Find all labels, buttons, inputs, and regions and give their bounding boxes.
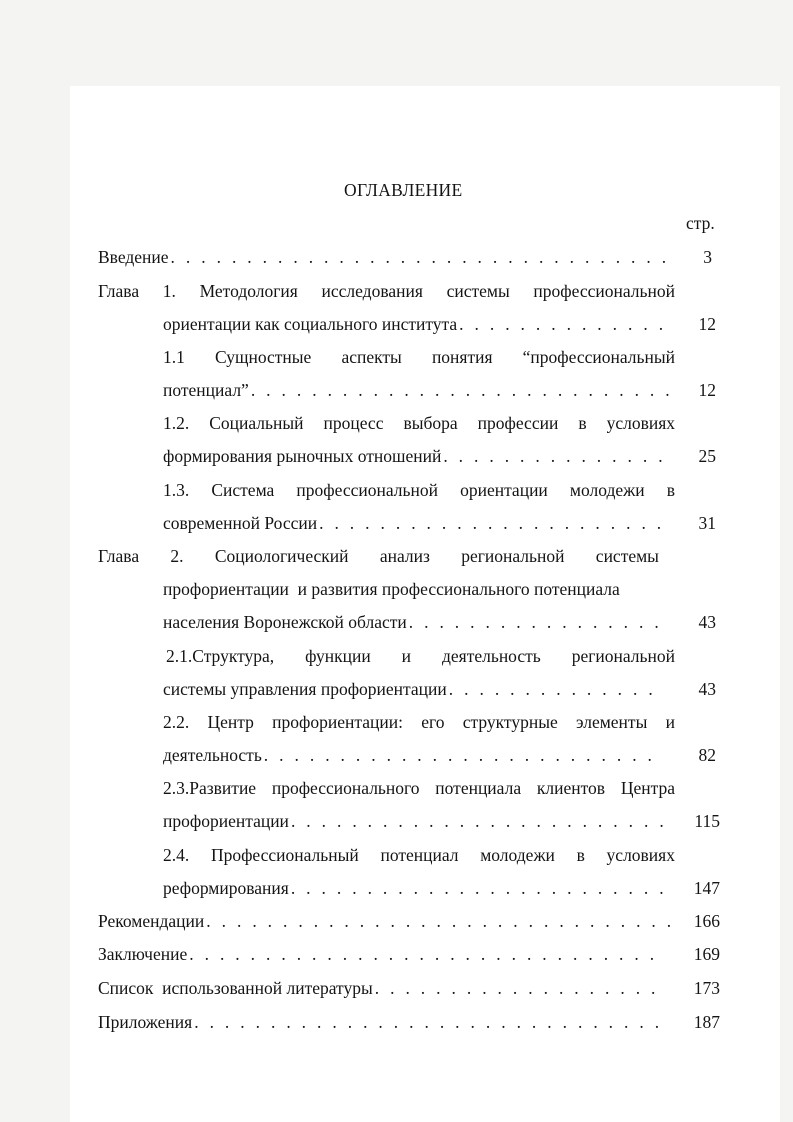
word: ориентации — [460, 480, 548, 500]
word: молодежи — [480, 845, 555, 865]
word: системы — [446, 281, 510, 301]
toc-chapter-2-line2[interactable]: профориентации и развития профессионального потенциала — [163, 579, 620, 599]
toc-page-number: 3 — [703, 247, 712, 267]
toc-section-1-3-line1[interactable] — [163, 479, 675, 501]
toc-entry-label: Рекомендации — [98, 911, 205, 931]
word: Профессиональный — [210, 845, 359, 865]
leader-dots — [189, 943, 663, 965]
word: 1.3. — [163, 480, 190, 500]
word: Центр — [207, 712, 254, 732]
toc-entry-intro[interactable] — [98, 246, 670, 268]
toc-entry-label: Приложения — [98, 1012, 193, 1032]
toc-entry-bibliography[interactable] — [98, 977, 663, 999]
word: его — [421, 712, 445, 732]
word: и — [665, 712, 675, 732]
toc-page-number: 31 — [698, 513, 716, 533]
word: потенциала — [435, 778, 522, 798]
word: Сущностные — [215, 347, 312, 367]
word: 2. — [170, 546, 184, 566]
word: 1.1 — [163, 347, 185, 367]
toc-chapter-1-line1[interactable] — [98, 280, 675, 302]
word: молодежи — [569, 480, 645, 500]
word: Глава — [98, 281, 140, 301]
word: потенциал — [380, 845, 459, 865]
word: структурные — [462, 712, 558, 732]
toc-section-1-2-line1[interactable] — [163, 412, 675, 434]
page-column-label: стр. — [686, 213, 715, 233]
toc-entry-conclusion[interactable] — [98, 943, 663, 965]
leader-dots — [194, 1011, 663, 1033]
word: процесс — [323, 413, 384, 433]
toc-page-number: 115 — [694, 811, 720, 831]
leader-dots — [459, 313, 670, 335]
word: аспекты — [341, 347, 402, 367]
toc-section-2-1-line2[interactable] — [163, 678, 663, 700]
toc-entry-appendices[interactable] — [98, 1011, 663, 1033]
toc-section-1-1-line2[interactable] — [163, 379, 670, 401]
leader-dots — [171, 246, 670, 268]
word: профессиональной — [296, 480, 438, 500]
word: профориентации: — [272, 712, 403, 732]
leader-dots — [251, 379, 670, 401]
toc-entry-label: профориентации — [163, 811, 289, 831]
toc-entry-label: формирования рыночных отношений — [163, 446, 442, 466]
toc-chapter-2-line1[interactable] — [98, 545, 659, 567]
word: исследования — [321, 281, 423, 301]
word: и — [401, 646, 412, 666]
word: Центра — [620, 778, 675, 798]
word: 1. — [162, 281, 176, 301]
word: профессии — [477, 413, 559, 433]
toc-page-number: 43 — [698, 679, 716, 699]
toc-entry-label: Введение — [98, 247, 169, 267]
leader-dots — [264, 744, 663, 766]
word: понятия — [431, 347, 493, 367]
leader-dots — [443, 445, 670, 467]
word: 2.4. — [163, 845, 190, 865]
toc-page-number: 169 — [693, 944, 720, 964]
toc-section-1-1-line1[interactable] — [163, 346, 675, 368]
word: в — [576, 845, 585, 865]
page-title: ОГЛАВЛЕНИЕ — [344, 180, 463, 200]
word: Методология — [199, 281, 298, 301]
word: выбора — [403, 413, 458, 433]
word: клиентов — [536, 778, 606, 798]
word: профессионального — [271, 778, 420, 798]
leader-dots — [291, 877, 670, 899]
toc-entry-label: современной России — [163, 513, 318, 533]
toc-section-2-3-line1[interactable] — [163, 777, 675, 799]
word: “профессиональный — [522, 347, 675, 367]
toc-chapter-2-line3[interactable] — [163, 611, 670, 633]
toc-entry-label: потенциал” — [163, 380, 249, 400]
toc-page-number: 25 — [698, 446, 716, 466]
word: Глава — [98, 546, 140, 566]
word: региональной — [571, 646, 675, 666]
toc-chapter-1-line2[interactable] — [163, 313, 670, 335]
word: Социальный — [209, 413, 304, 433]
word: в — [578, 413, 587, 433]
toc-page-number: 82 — [698, 745, 716, 765]
toc-page-number: 166 — [693, 911, 720, 931]
word: в — [666, 480, 675, 500]
word: профессиональной — [533, 281, 675, 301]
word: Система — [211, 480, 275, 500]
word: 2.1.Структура, — [166, 646, 275, 666]
leader-dots — [449, 678, 663, 700]
word: условиях — [606, 413, 675, 433]
toc-entry-label: реформирования — [163, 878, 289, 898]
word: 2.2. — [163, 712, 190, 732]
toc-section-2-3-line2[interactable] — [163, 810, 663, 832]
toc-entry-label: ориентации как социального института — [163, 314, 458, 334]
word: функции — [305, 646, 371, 666]
leader-dots — [206, 910, 670, 932]
word: региональной — [461, 546, 565, 566]
word: 2.3.Развитие — [163, 778, 257, 798]
toc-entry-recommendations[interactable] — [98, 910, 670, 932]
leader-dots — [291, 810, 663, 832]
toc-section-2-4-line2[interactable] — [163, 877, 670, 899]
document-page — [70, 86, 780, 1122]
toc-page-number: 43 — [698, 612, 716, 632]
leader-dots — [409, 611, 670, 633]
toc-section-1-2-line2[interactable] — [163, 445, 670, 467]
word: анализ — [379, 546, 430, 566]
toc-entry-label: деятельность — [163, 745, 262, 765]
toc-entry-label: Список использованной литературы — [98, 978, 373, 998]
toc-page-number: 12 — [698, 380, 716, 400]
toc-section-2-1-line1[interactable] — [166, 645, 675, 667]
toc-entry-label: Заключение — [98, 944, 188, 964]
toc-page-number: 173 — [693, 978, 720, 998]
word: системы — [595, 546, 659, 566]
toc-entry-label: системы управления профориентации — [163, 679, 447, 699]
toc-page-number: 147 — [693, 878, 720, 898]
toc-section-1-3-line2[interactable] — [163, 512, 670, 534]
toc-page-number: 12 — [698, 314, 716, 334]
word: элементы — [576, 712, 648, 732]
leader-dots — [375, 977, 663, 999]
toc-entry-label: населения Воронежской области — [163, 612, 407, 632]
leader-dots — [319, 512, 670, 534]
toc-section-2-4-line1[interactable] — [163, 844, 675, 866]
toc-page-number: 187 — [693, 1012, 720, 1032]
word: 1.2. — [163, 413, 190, 433]
toc-section-2-2-line2[interactable] — [163, 744, 663, 766]
word: условиях — [606, 845, 675, 865]
word: деятельность — [441, 646, 541, 666]
toc-section-2-2-line1[interactable] — [163, 711, 675, 733]
word: Социологический — [214, 546, 349, 566]
